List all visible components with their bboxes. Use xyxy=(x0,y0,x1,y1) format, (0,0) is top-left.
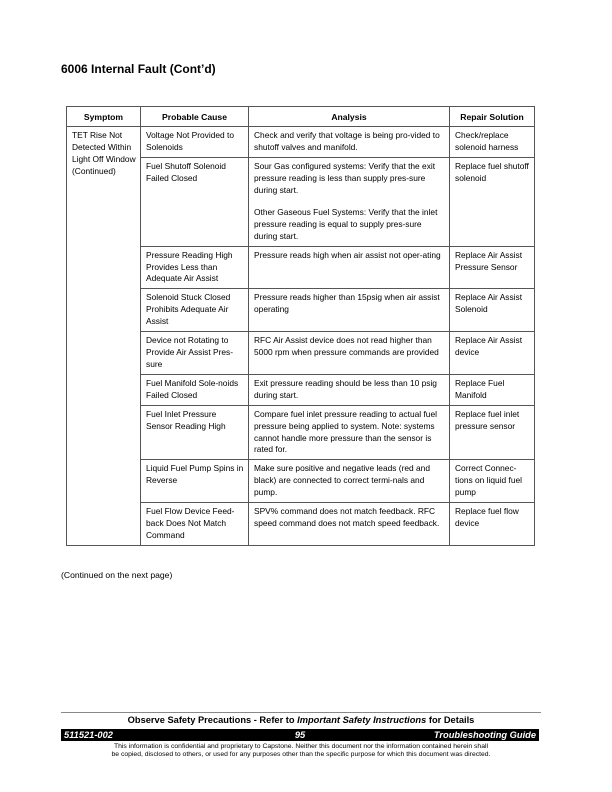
section-title: 6006 Internal Fault (Cont’d) xyxy=(61,62,216,76)
header-probable-cause: Probable Cause xyxy=(141,107,249,127)
repair-cell: Replace Air Assist Pressure Sensor xyxy=(450,246,535,289)
analysis-cell: Pressure reads high when air assist not oper-ating xyxy=(249,246,450,289)
cause-cell: Solenoid Stuck Closed Prohibits Adequate Air Assist xyxy=(141,289,249,332)
repair-cell: Replace fuel shutoff solenoid xyxy=(450,158,535,247)
analysis-cell: Check and verify that voltage is being pro-vided to shutoff valves and manifold. xyxy=(249,127,450,158)
safety-instructions-reference: Important Safety Instructions xyxy=(297,715,427,725)
repair-cell: Correct Connec-tions on liquid fuel pump xyxy=(450,460,535,503)
analysis-cell: SPV% command does not match feedback. RFC speed command does not match speed feedback. xyxy=(249,503,450,546)
cause-cell: Device not Rotating to Provide Air Assist Pres-sure xyxy=(141,332,249,375)
header-symptom: Symptom xyxy=(67,107,141,127)
analysis-cell: Make sure positive and negative leads (red and black) are connected to correct termi-nals and pump. xyxy=(249,460,450,503)
analysis-cell: Pressure reads higher than 15psig when air assist operating xyxy=(249,289,450,332)
confidential-line: This information is confidential and proprietary to Capstone. Neither this document nor the information contained herein shall xyxy=(113,743,489,750)
repair-cell: Replace fuel flow device xyxy=(450,503,535,546)
header-analysis: Analysis xyxy=(249,107,450,127)
repair-cell: Replace Air Assist device xyxy=(450,332,535,375)
guide-title: Troubleshooting Guide xyxy=(433,730,536,740)
fault-table xyxy=(66,106,535,546)
document-number: 511521-002 xyxy=(64,730,113,740)
analysis-cell: RFC Air Assist device does not read higher than 5000 rpm when pressure commands are provided xyxy=(249,332,450,375)
cause-cell: Liquid Fuel Pump Spins in Reverse xyxy=(141,460,249,503)
cause-cell: Fuel Inlet Pressure Sensor Reading High xyxy=(141,405,249,460)
analysis-paragraph: Other Gaseous Fuel Systems: Verify that the inlet pressure reading is equal to supply pres-sure during start. xyxy=(254,206,438,241)
cause-cell: Fuel Manifold Sole-noids Failed Closed xyxy=(141,374,249,405)
safety-suffix: for Details xyxy=(426,715,475,725)
cause-cell: Fuel Shutoff Solenoid Failed Closed xyxy=(141,158,249,247)
table-header-row xyxy=(67,107,535,127)
header-repair-solution: Repair Solution xyxy=(450,107,535,127)
safety-notice xyxy=(61,715,541,725)
cause-cell: Fuel Flow Device Feed-back Does Not Match Command xyxy=(141,503,249,546)
footer-divider xyxy=(61,712,541,713)
analysis-paragraph: Sour Gas configured systems: Verify that the exit pressure reading is less than supply pres-sure during start. xyxy=(254,161,436,195)
confidentiality-notice xyxy=(61,743,541,760)
repair-cell: Replace Air Assist Solenoid xyxy=(450,289,535,332)
confidential-line: be copied, disclosed to others, or used for any purposes other than the specific purpose for which this document was directed. xyxy=(111,751,491,759)
repair-cell: Replace Fuel Manifold xyxy=(450,374,535,405)
analysis-cell: Exit pressure reading should be less than 10 psig during start. xyxy=(249,374,450,405)
symptom-cell: TET Rise Not Detected Within Light Off Window (Continued) xyxy=(67,127,141,546)
cause-cell: Voltage Not Provided to Solenoids xyxy=(141,127,249,158)
analysis-cell: Compare fuel inlet pressure reading to actual fuel pressure being applied to system. Note: systems cannot handle more pressure than the sensor is rated for. xyxy=(249,405,450,460)
repair-cell: Check/replace solenoid harness xyxy=(450,127,535,158)
continued-note: (Continued on the next page) xyxy=(61,570,173,580)
repair-cell: Replace fuel inlet pressure sensor xyxy=(450,405,535,460)
page-number: 95 xyxy=(294,730,306,740)
cause-cell: Pressure Reading High Provides Less than Adequate Air Assist xyxy=(141,246,249,289)
table-row xyxy=(67,127,535,158)
analysis-cell xyxy=(249,158,450,247)
footer-bar xyxy=(61,729,539,741)
safety-prefix: Observe Safety Precautions - Refer to xyxy=(127,715,298,725)
